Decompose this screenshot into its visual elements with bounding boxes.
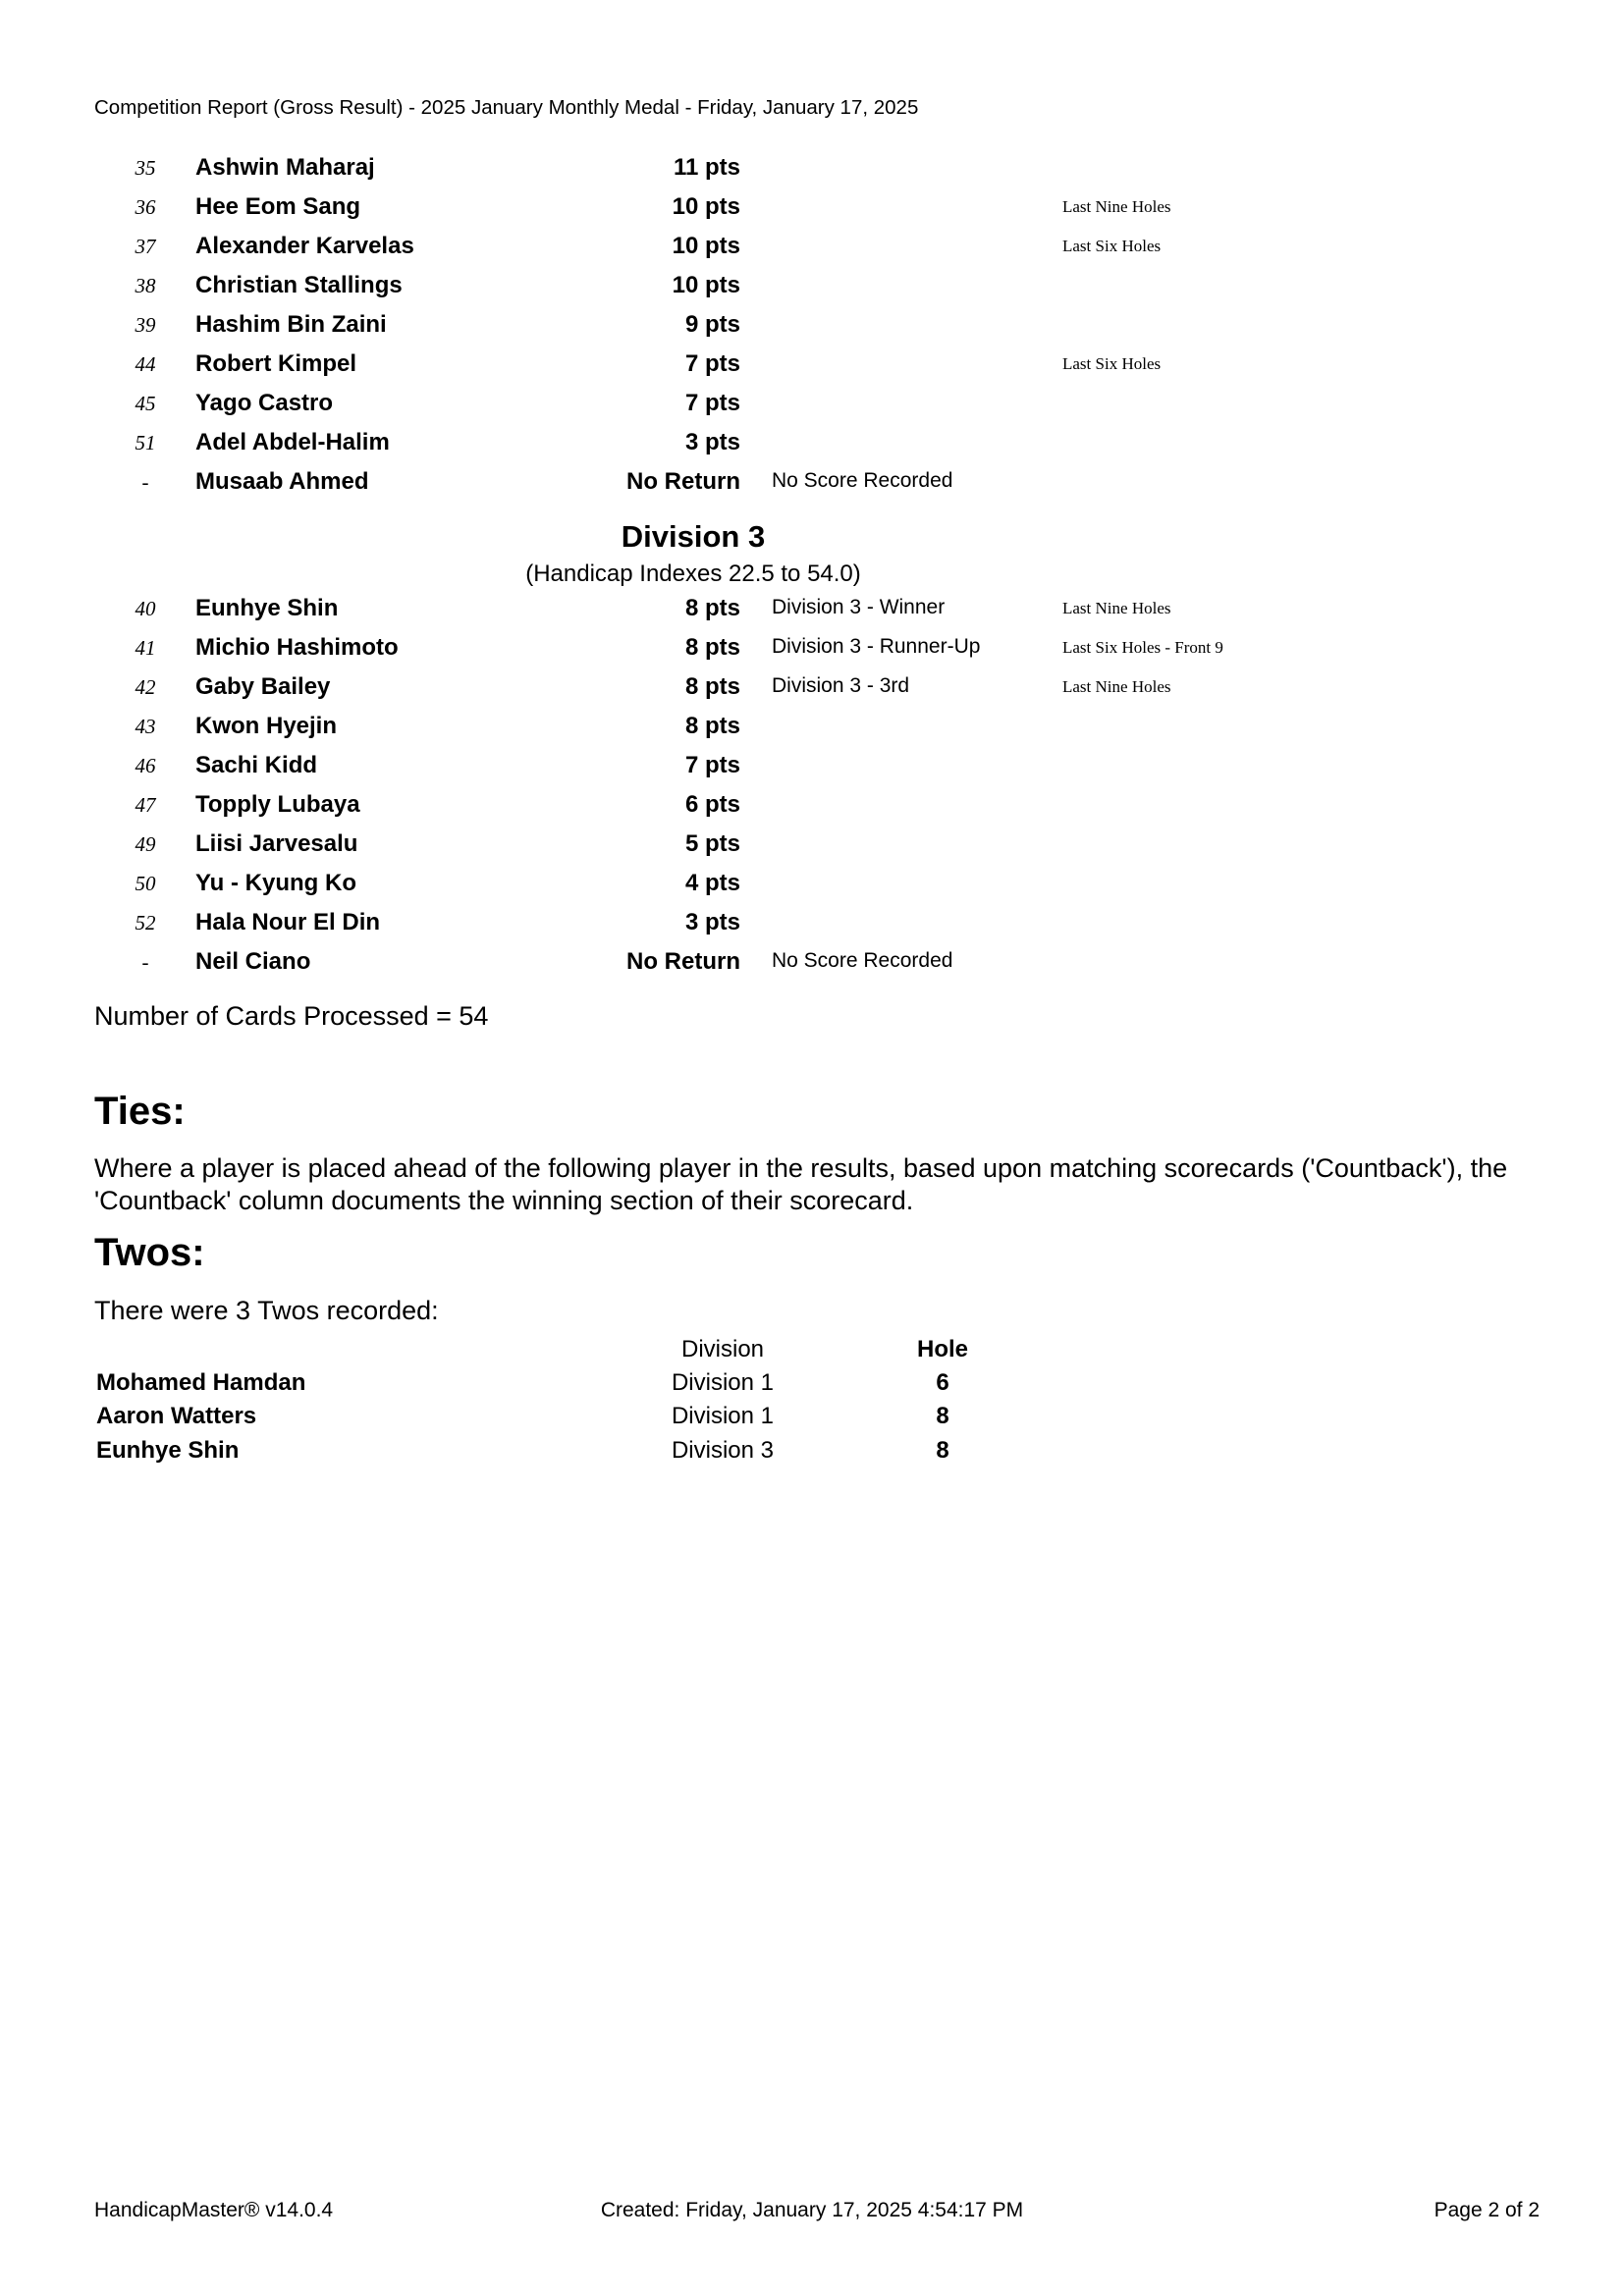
position: 43 [135,715,156,738]
score: 7 pts [684,752,740,778]
result-row [0,468,1624,507]
result-row [0,634,1624,673]
position: 37 [135,235,156,258]
twos-column-division: Division [680,1336,765,1362]
report-header: Competition Report (Gross Result) - 2025 January Monthly Medal - Friday, January 17, 2025 [94,96,919,119]
twos-row [0,1369,1624,1403]
position: - [141,950,149,974]
prize: No Score Recorded [772,469,953,492]
prize: Division 3 - Runner-Up [772,635,981,658]
countback: Last Nine Holes [1062,677,1171,696]
result-row [0,673,1624,713]
footer-created-timestamp: Created: Friday, January 17, 2025 4:54:17 PM [600,2199,1024,2221]
position: 36 [135,195,156,219]
twos-division: Division 1 [671,1403,775,1429]
twos-row [0,1437,1624,1470]
player-name: Sachi Kidd [195,752,318,778]
result-row [0,429,1624,468]
result-row [0,390,1624,429]
footer-software-version: HandicapMaster® v14.0.4 [94,2199,334,2221]
twos-player-name: Eunhye Shin [96,1437,240,1464]
prize: No Score Recorded [772,949,953,972]
score: 6 pts [684,791,740,818]
player-name: Eunhye Shin [195,595,339,621]
position: 45 [135,392,156,415]
score: 3 pts [684,429,740,455]
result-row [0,948,1624,988]
player-name: Yago Castro [195,390,334,416]
score: 8 pts [684,713,740,739]
player-name: Topply Lubaya [195,791,360,818]
player-name: Liisi Jarvesalu [195,830,358,857]
twos-division: Division 3 [671,1437,775,1464]
prize: Division 3 - Winner [772,596,946,618]
position: 41 [135,636,156,660]
twos-hole: 8 [936,1437,949,1464]
position: 47 [135,793,156,817]
result-row [0,830,1624,870]
score: 10 pts [672,193,740,220]
twos-player-name: Aaron Watters [96,1403,257,1429]
twos-intro: There were 3 Twos recorded: [94,1296,439,1325]
twos-row [0,1403,1624,1436]
ties-description: Where a player is placed ahead of the following player in the results, based upon matching scorecards ('Countback'), the 'Countback' column documents the winning section of their scorecard. [94,1153,1508,1215]
player-name: Yu - Kyung Ko [195,870,356,896]
result-row [0,154,1624,193]
result-row [0,311,1624,350]
position: 39 [135,313,156,337]
countback: Last Six Holes - Front 9 [1062,638,1223,657]
score: No Return [626,948,740,975]
player-name: Adel Abdel-Halim [195,429,390,455]
prize: Division 3 - 3rd [772,674,910,697]
twos-heading: Twos: [94,1231,205,1274]
score: No Return [626,468,740,495]
result-row [0,272,1624,311]
player-name: Gaby Bailey [195,673,331,700]
score: 8 pts [684,634,740,661]
position: 35 [135,156,156,180]
player-name: Musaab Ahmed [195,468,369,495]
player-name: Hee Eom Sang [195,193,361,220]
score: 7 pts [684,390,740,416]
twos-hole: 8 [936,1403,949,1429]
result-row [0,713,1624,752]
result-row [0,233,1624,272]
cards-processed: Number of Cards Processed = 54 [94,1001,489,1031]
player-name: Neil Ciano [195,948,311,975]
countback: Last Nine Holes [1062,197,1171,216]
position: 46 [135,754,156,777]
player-name: Hashim Bin Zaini [195,311,387,338]
footer-page-number: Page 2 of 2 [1434,2199,1540,2221]
result-row [0,752,1624,791]
twos-player-name: Mohamed Hamdan [96,1369,306,1396]
score: 3 pts [684,909,740,935]
position: 52 [135,911,156,934]
score: 10 pts [672,272,740,298]
player-name: Kwon Hyejin [195,713,338,739]
position: 50 [135,872,156,895]
position: 38 [135,274,156,297]
player-name: Ashwin Maharaj [195,154,375,181]
result-row [0,870,1624,909]
player-name: Hala Nour El Din [195,909,381,935]
player-name: Alexander Karvelas [195,233,414,259]
player-name: Robert Kimpel [195,350,357,377]
division-3-handicap-range: (Handicap Indexes 22.5 to 54.0) [525,561,861,587]
position: 49 [135,832,156,856]
score: 4 pts [684,870,740,896]
position: 51 [135,431,156,454]
player-name: Christian Stallings [195,272,403,298]
result-row [0,193,1624,233]
score: 9 pts [684,311,740,338]
score: 8 pts [684,595,740,621]
position: - [141,470,149,494]
division-3-heading: Division 3 [621,519,766,554]
result-row [0,909,1624,948]
ties-heading: Ties: [94,1090,186,1133]
score: 8 pts [684,673,740,700]
countback: Last Six Holes [1062,237,1162,255]
countback: Last Nine Holes [1062,599,1171,617]
position: 44 [135,352,156,376]
score: 7 pts [684,350,740,377]
score: 11 pts [673,154,740,181]
score: 10 pts [672,233,740,259]
result-row [0,595,1624,634]
player-name: Michio Hashimoto [195,634,399,661]
score: 5 pts [684,830,740,857]
result-row [0,791,1624,830]
twos-column-hole: Hole [916,1336,968,1362]
position: 42 [135,675,156,699]
position: 40 [135,597,156,620]
countback: Last Six Holes [1062,354,1162,373]
result-row [0,350,1624,390]
twos-division: Division 1 [671,1369,775,1396]
twos-hole: 6 [936,1369,949,1396]
